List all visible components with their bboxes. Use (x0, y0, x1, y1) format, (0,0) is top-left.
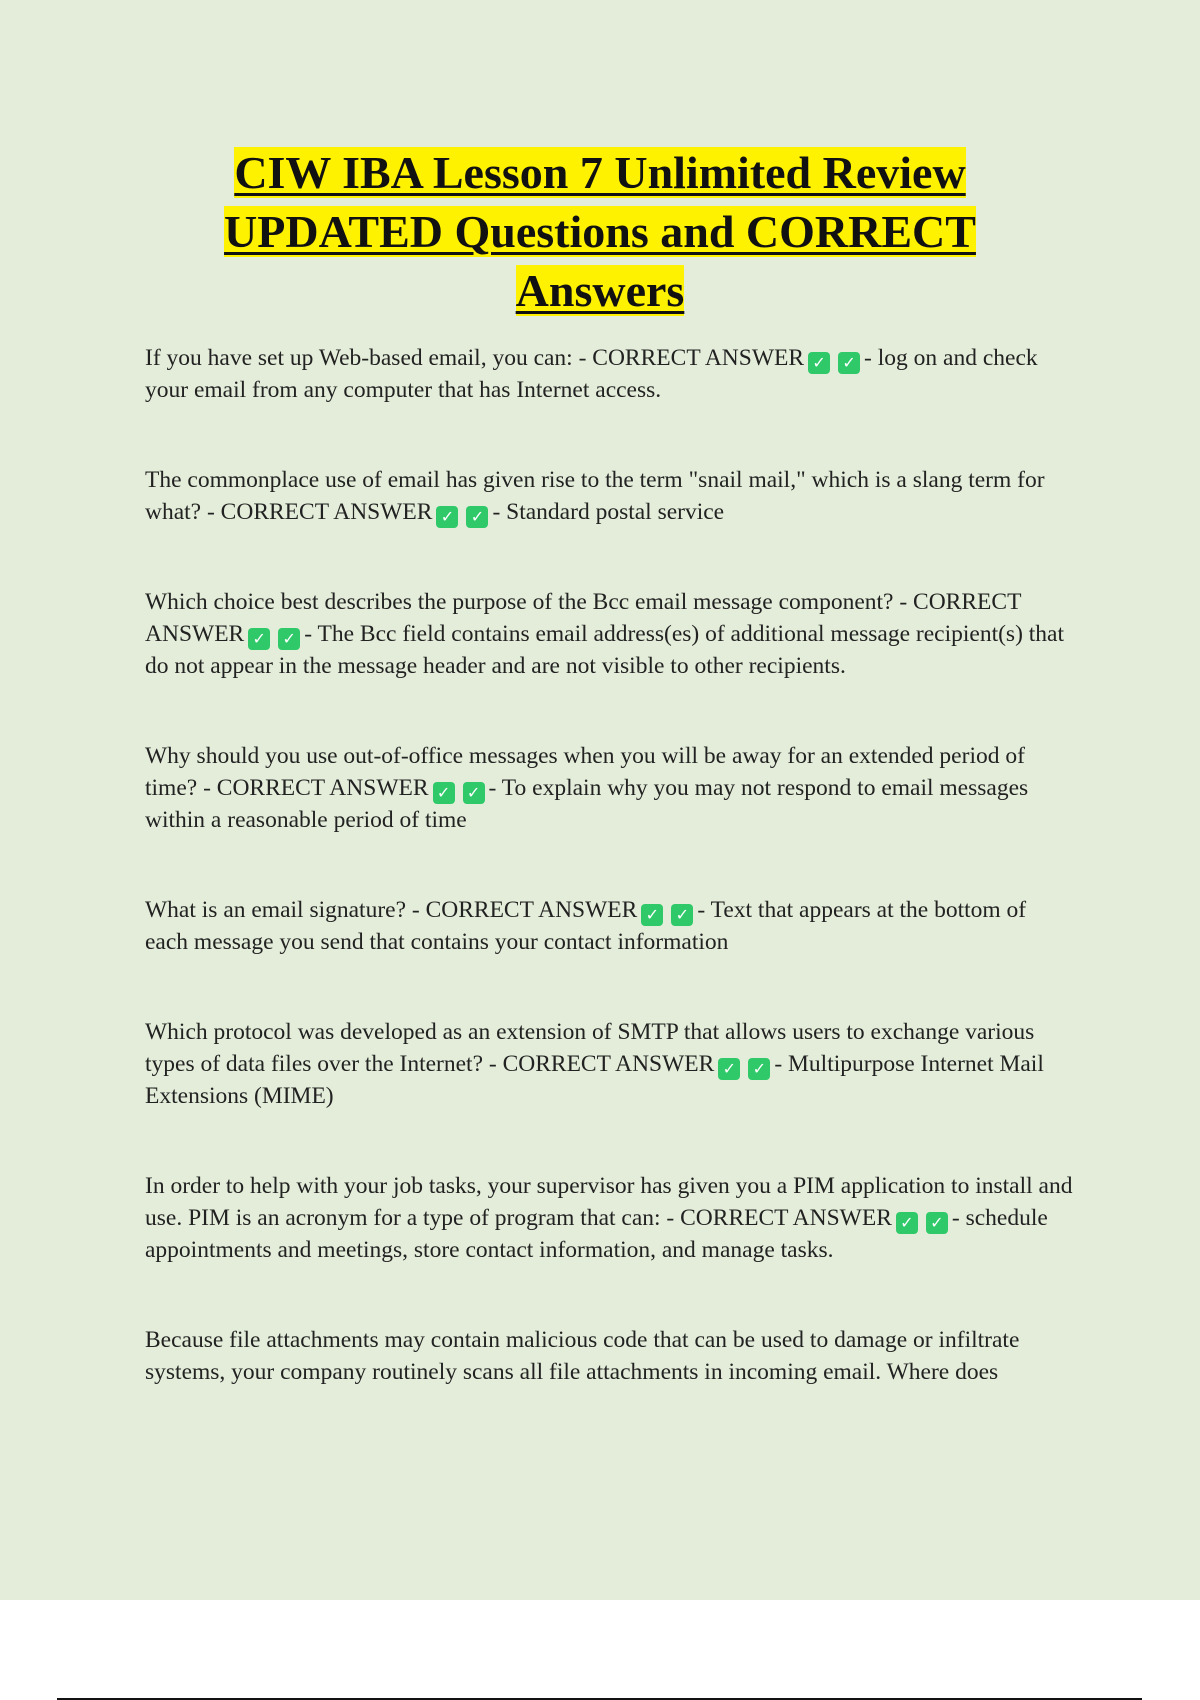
answer-text: - The Bcc field contains email address(es) of additional message recipient(s) that do not appear in the message header and are not visible to other recipients. (145, 621, 1065, 679)
answer-text: - Multipurpose Internet Mail Extensions (MIME) (145, 1051, 1044, 1109)
check-mark-icon: ✓ (926, 1212, 948, 1234)
check-mark-icon: ✓ (671, 904, 693, 926)
qa-item-partial (145, 1324, 1075, 1388)
qa-list (145, 342, 1075, 1388)
title-line: UPDATED Questions and CORRECT (224, 206, 976, 257)
question-text: If you have set up Web-based email, you can: - CORRECT ANSWER (145, 345, 805, 371)
answer-text: - Standard postal service (492, 499, 725, 525)
question-text: What is an email signature? - CORRECT ANSWER (145, 897, 638, 923)
check-mark-icon: ✓ (808, 352, 830, 374)
check-mark-icon: ✓ (748, 1058, 770, 1080)
question-text: The commonplace use of email has given rise to the term "snail mail," which is a slang term for what? - CORRECT ANSWER (145, 467, 1045, 525)
check-mark-icon: ✓ (433, 782, 455, 804)
title-line: Answers (515, 265, 685, 316)
qa-item (145, 464, 1075, 528)
question-text: Because file attachments may contain malicious code that can be used to damage or infiltrate systems, your company routinely scans all file attachments in incoming email. Where does (145, 1327, 1020, 1385)
question-text: Which protocol was developed as an extension of SMTP that allows users to exchange various types of data files over the Internet? - CORRECT ANSWER (145, 1019, 1035, 1077)
check-mark-icon: ✓ (248, 628, 270, 650)
answer-text: - log on and check your email from any computer that has Internet access. (145, 345, 1038, 403)
answer-text: - To explain why you may not respond to email messages within a reasonable period of time (145, 775, 1029, 833)
question-text: Which choice best describes the purpose of the Bcc email message component? - CORRECT ANSWER (145, 589, 1021, 647)
check-mark-icon: ✓ (466, 506, 488, 528)
qa-item (145, 1170, 1075, 1266)
check-mark-icon: ✓ (278, 628, 300, 650)
check-mark-icon: ✓ (896, 1212, 918, 1234)
question-text: In order to help with your job tasks, your supervisor has given you a PIM application to install and use. PIM is an acronym for a type of program that can: - CORRECT ANSWER (145, 1173, 1073, 1231)
answer-text: - schedule appointments and meetings, store contact information, and manage tasks. (145, 1205, 1048, 1263)
check-mark-icon: ✓ (436, 506, 458, 528)
qa-item (145, 342, 1075, 406)
qa-item (145, 586, 1075, 682)
answer-text: - Text that appears at the bottom of each message you send that contains your contact information (145, 897, 1027, 955)
check-mark-icon: ✓ (463, 782, 485, 804)
title-line: CIW IBA Lesson 7 Unlimited Review (234, 147, 966, 198)
check-mark-icon: ✓ (641, 904, 663, 926)
check-mark-icon: ✓ (718, 1058, 740, 1080)
page-title (100, 143, 1100, 320)
question-text: Why should you use out-of-office messages when you will be away for an extended period of time? - CORRECT ANSWER (145, 743, 1025, 801)
check-mark-icon: ✓ (838, 352, 860, 374)
qa-item (145, 740, 1075, 836)
qa-item (145, 1016, 1075, 1112)
qa-item (145, 894, 1075, 958)
